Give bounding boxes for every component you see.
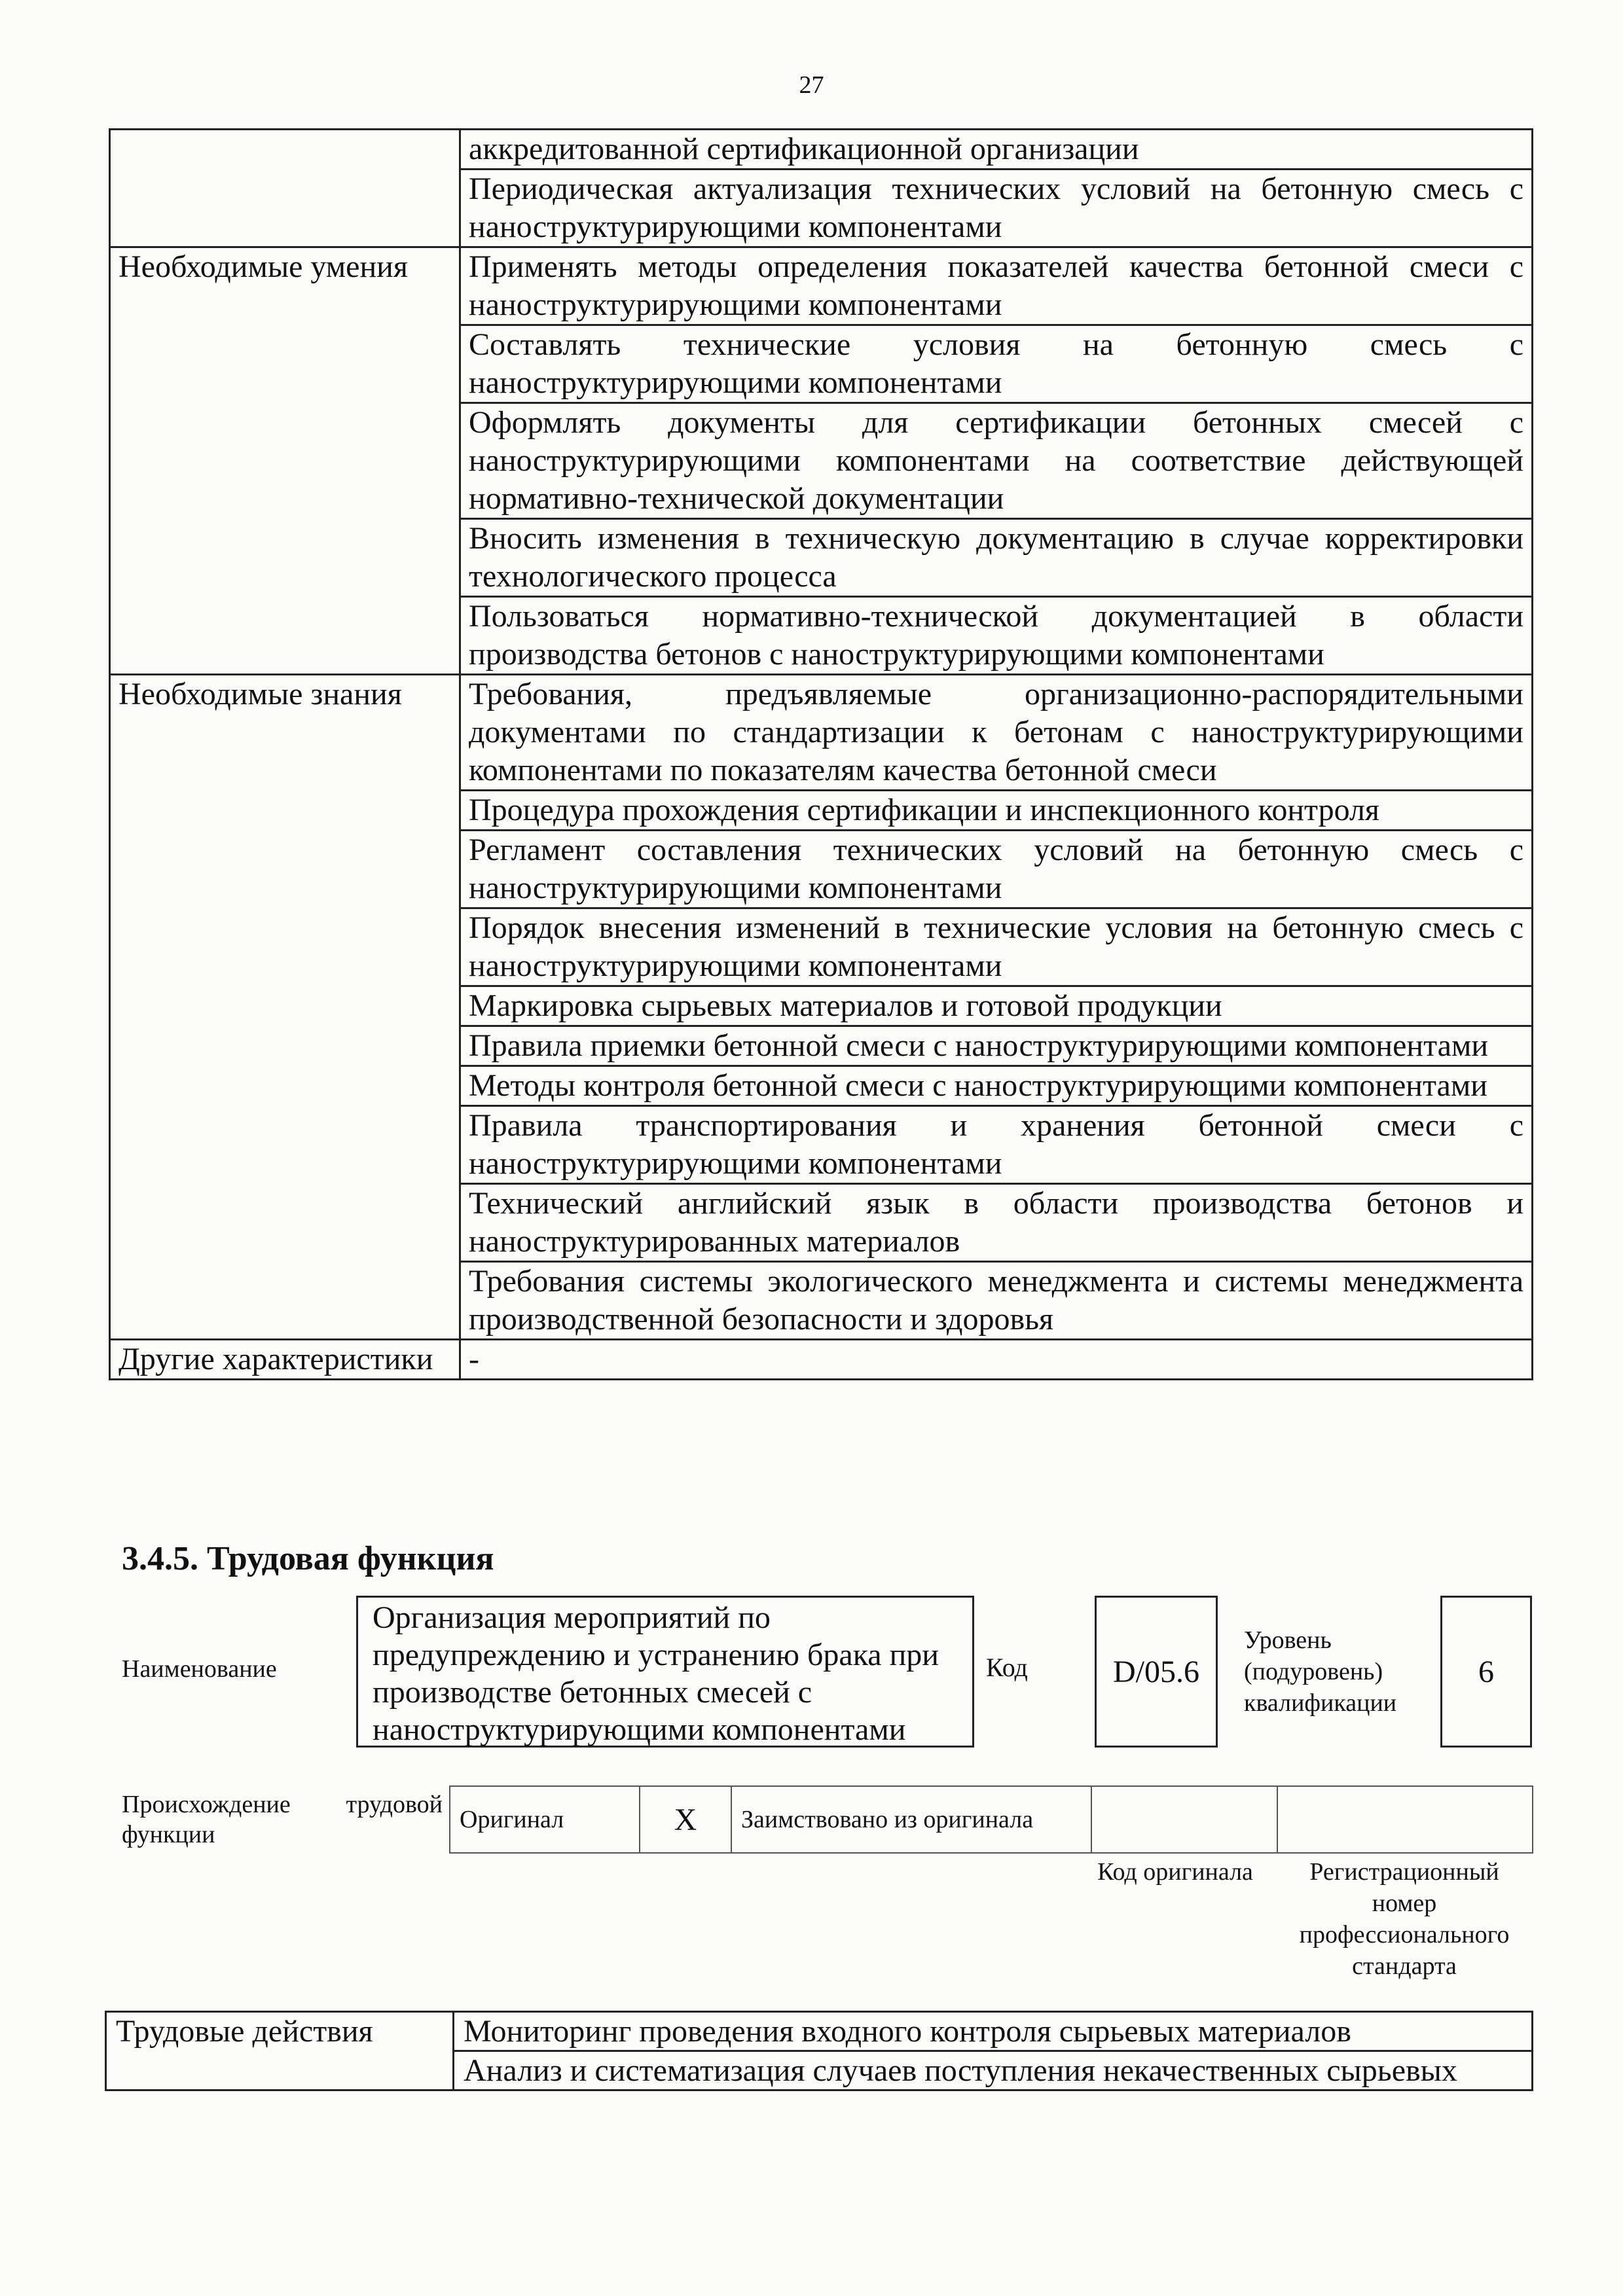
- registration-number-cell: [1277, 1786, 1533, 1853]
- origin-label: Происхождение трудовой функции: [122, 1791, 443, 1848]
- registration-caption: Регистрационный номер профессионального стандарта: [1299, 1858, 1510, 1980]
- table-row: [110, 130, 1533, 170]
- table-cell: Требования, предъявляемые организационно-распорядительными документами по стандартизации к бетонам с наноструктурирующими компонентами по показателям качества бетонной смеси: [460, 675, 1533, 791]
- table-cell: Вносить изменения в техническую документацию в случае корректировки технологического процесса: [460, 519, 1533, 597]
- table-cell: Регламент составления технических условий на бетонную смесь с наноструктурирующими компонентами: [460, 831, 1533, 908]
- table-cell: Технический английский язык в области производства бетонов и наноструктурированных материалов: [460, 1184, 1533, 1262]
- table-row: [110, 675, 1533, 791]
- original-mark: X: [640, 1786, 731, 1853]
- page-number: 27: [799, 71, 824, 99]
- table-cell: Порядок внесения изменений в технические условия на бетонную смесь с наноструктурирующими компонентами: [460, 908, 1533, 986]
- function-name-box: Организация мероприятий по предупреждению и устранению брака при производстве бетонных смесей с наноструктурирующими компонентами: [356, 1596, 974, 1748]
- section-title: 3.4.5. Трудовая функция: [122, 1540, 494, 1577]
- skills-label: Необходимые умения: [110, 247, 460, 675]
- table-cell: Составлять технические условия на бетонную смесь с наноструктурирующими компонентами: [460, 325, 1533, 403]
- code-label: Код: [986, 1653, 1028, 1682]
- knowledge-label: Необходимые знания: [110, 675, 460, 1340]
- code-caption: Код оригинала: [1097, 1858, 1253, 1886]
- table-row: [110, 1340, 1533, 1380]
- level-label: Уровень (подуровень) квалификации: [1244, 1626, 1397, 1717]
- table-cell: Требования системы экологического менеджмента и системы менеджмента производственной безопасности и здоровья: [460, 1262, 1533, 1340]
- name-label: Наименование: [122, 1655, 277, 1683]
- origin-table: [449, 1785, 1533, 1854]
- table-cell: Правила транспортирования и хранения бетонной смеси с наноструктурирующими компонентами: [460, 1106, 1533, 1184]
- code-value-box: D/05.6: [1095, 1596, 1218, 1748]
- table-cell: Мониторинг проведения входного контроля сырьевых материалов: [454, 2012, 1533, 2051]
- table-row: [450, 1786, 1533, 1853]
- table-cell: Применять методы определения показателей качества бетонной смеси с наноструктурирующими компонентами: [460, 247, 1533, 325]
- table-cell: Периодическая актуализация технических условий на бетонную смесь с наноструктурирующими компонентами: [460, 170, 1533, 247]
- table-cell: -: [460, 1340, 1533, 1380]
- table-cell: Маркировка сырьевых материалов и готовой продукции: [460, 986, 1533, 1026]
- other-label: Другие характеристики: [110, 1340, 460, 1380]
- table-cell: Процедура прохождения сертификации и инспекционного контроля: [460, 791, 1533, 831]
- borrowed-label: Заимствовано из оригинала: [731, 1786, 1091, 1853]
- competency-table: [109, 128, 1533, 1380]
- table-cell: Методы контроля бетонной смеси с наноструктурирующими компонентами: [460, 1066, 1533, 1106]
- table-cell: аккредитованной сертификационной организации: [460, 130, 1533, 170]
- table-row: [106, 2012, 1533, 2051]
- empty-label-cell: [110, 130, 460, 247]
- original-label: Оригинал: [450, 1786, 640, 1853]
- actions-table: [105, 2011, 1533, 2091]
- table-cell: Оформлять документы для сертификации бетонных смесей с наноструктурирующими компонентами на соответствие действующей нормативно-технической документации: [460, 403, 1533, 519]
- table-cell: Пользоваться нормативно-технической документацией в области производства бетонов с наноструктурирующими компонентами: [460, 597, 1533, 675]
- table-cell: Анализ и систематизация случаев поступления некачественных сырьевых: [454, 2051, 1533, 2090]
- table-row: [110, 247, 1533, 325]
- level-value-box: 6: [1440, 1596, 1532, 1748]
- original-code-cell: [1091, 1786, 1277, 1853]
- table-cell: Правила приемки бетонной смеси с наноструктурирующими компонентами: [460, 1026, 1533, 1066]
- actions-label: Трудовые действия: [106, 2012, 454, 2090]
